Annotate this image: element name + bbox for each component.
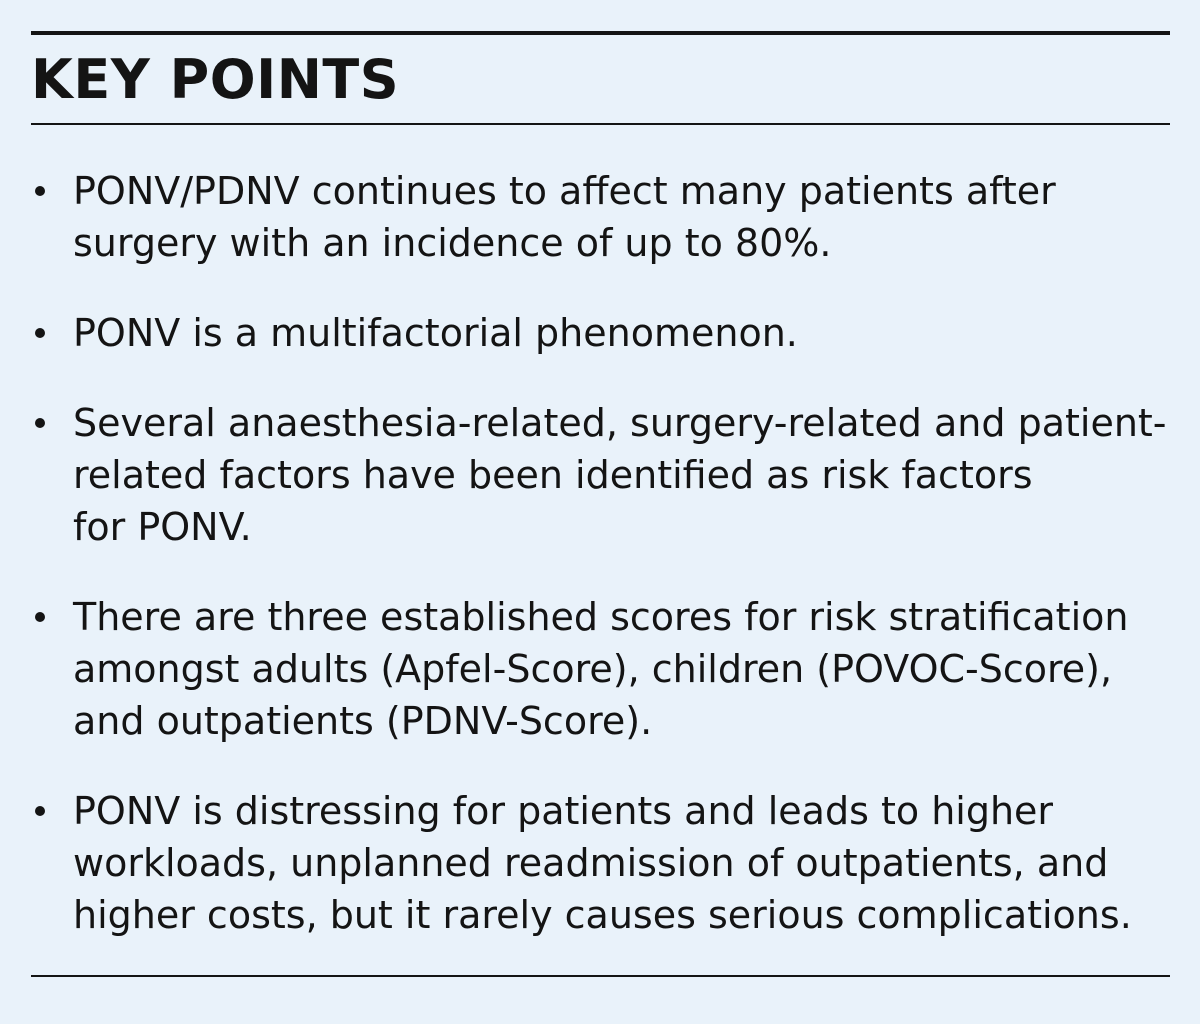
bullet-icon bbox=[35, 328, 45, 338]
list-item bbox=[31, 165, 1170, 269]
top-rule bbox=[31, 31, 1170, 35]
heading-divider bbox=[31, 123, 1170, 125]
list-item-text: Several anaesthesia-related, surgery-related and patient- related factors have been identified as risk factors for PONV. bbox=[73, 401, 1167, 549]
list-item-text: PONV is a multifactorial phenomenon. bbox=[73, 311, 798, 355]
list-item bbox=[31, 307, 1170, 359]
key-points-heading: KEY POINTS bbox=[31, 48, 400, 111]
list-item-text: There are three established scores for risk stratification amongst adults (Apfel-Score), children (POVOC-Score), and outpatients (PDNV-Score). bbox=[73, 595, 1129, 743]
bullet-icon bbox=[35, 612, 45, 622]
bottom-rule bbox=[31, 975, 1170, 977]
list-item-text: PONV is distressing for patients and leads to higher workloads, unplanned readmission of outpatients, and higher costs, but it rarely causes serious complications. bbox=[73, 789, 1132, 937]
list-item bbox=[31, 397, 1170, 553]
list-item-text: PONV/PDNV continues to affect many patients after surgery with an incidence of up to 80%. bbox=[73, 169, 1056, 265]
key-points-list bbox=[31, 165, 1170, 941]
bullet-icon bbox=[35, 418, 45, 428]
bullet-icon bbox=[35, 186, 45, 196]
bullet-icon bbox=[35, 806, 45, 816]
list-item bbox=[31, 785, 1170, 941]
list-item bbox=[31, 591, 1170, 747]
